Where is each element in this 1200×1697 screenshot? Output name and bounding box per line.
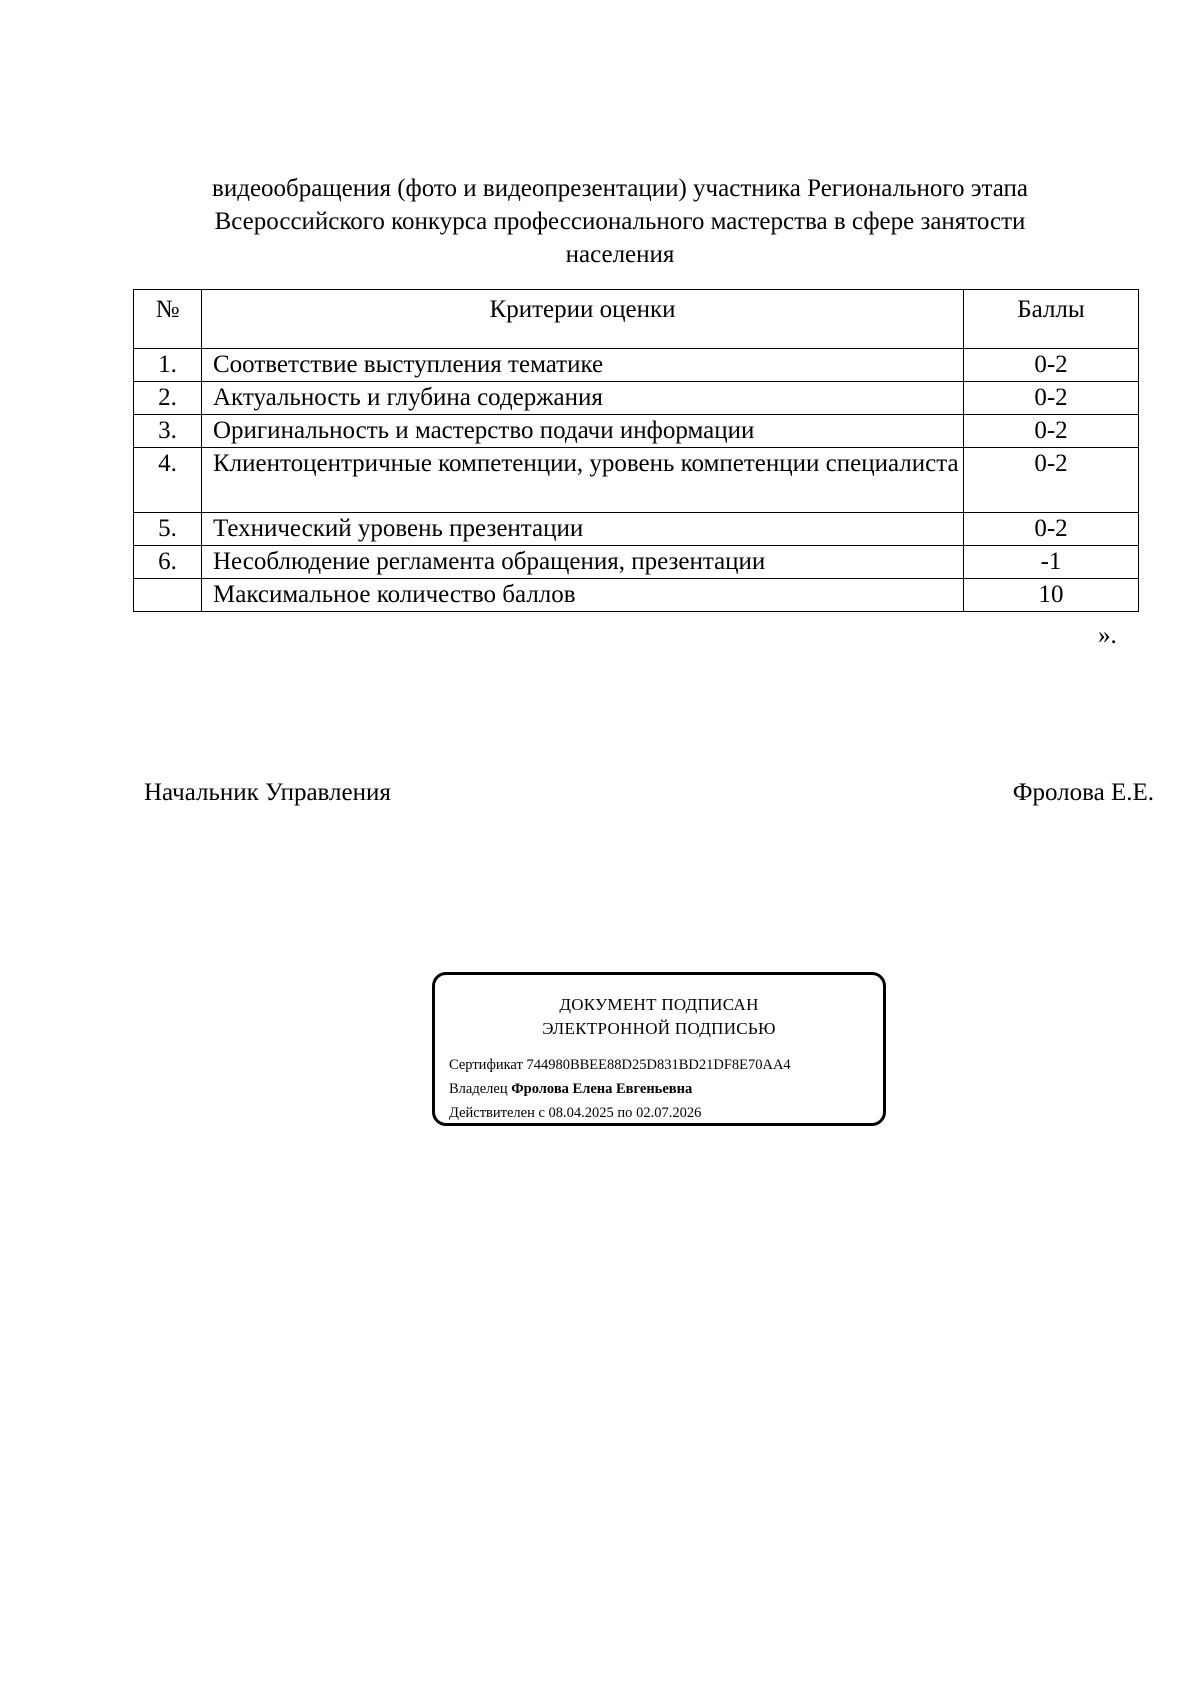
row-score: 0-2	[964, 513, 1139, 546]
row-criterion: Технический уровень презентации	[202, 513, 964, 546]
stamp-owner-line	[449, 1077, 791, 1101]
table-row	[134, 349, 1139, 382]
row-score: 0-2	[964, 448, 1139, 513]
owner-value: Фролова Елена Евгеньевна	[511, 1081, 693, 1097]
header-number: №	[134, 290, 202, 349]
row-number: 6.	[134, 546, 202, 579]
signer-name: Фролова Е.Е.	[1012, 779, 1154, 806]
stamp-title	[435, 993, 883, 1041]
header-criteria: Критерии оценки	[202, 290, 964, 349]
valid-from-label: Действителен с	[449, 1105, 545, 1121]
table-row	[134, 546, 1139, 579]
stamp-certificate-line	[449, 1053, 791, 1077]
valid-from-date: 08.04.2025	[548, 1105, 614, 1121]
stamp-details	[449, 1053, 791, 1125]
table-row	[134, 513, 1139, 546]
stamp-title-line-1: ДОКУМЕНТ ПОДПИСАН	[559, 995, 759, 1014]
certificate-value: 744980BBEE88D25D831BD21DF8E70AA4	[526, 1057, 791, 1073]
table-row	[134, 448, 1139, 513]
heading-line-2: Всероссийского конкурса профессионального мастерства в сфере занятости	[214, 208, 1026, 235]
document-heading	[130, 172, 1110, 271]
total-number	[134, 579, 202, 612]
total-score: 10	[964, 579, 1139, 612]
valid-to-date: 02.07.2026	[636, 1105, 702, 1121]
table-row	[134, 382, 1139, 415]
row-criterion: Актуальность и глубина содержания	[202, 382, 964, 415]
row-number: 3.	[134, 415, 202, 448]
row-number: 1.	[134, 349, 202, 382]
table-row	[134, 415, 1139, 448]
criteria-table	[133, 289, 1139, 612]
row-score: 0-2	[964, 415, 1139, 448]
table-header-row	[134, 290, 1139, 349]
row-score: -1	[964, 546, 1139, 579]
header-score: Баллы	[964, 290, 1139, 349]
heading-line-1: видеообращения (фото и видеопрезентации) участника Регионального этапа	[212, 175, 1028, 202]
electronic-signature-stamp	[432, 972, 886, 1126]
row-number: 2.	[134, 382, 202, 415]
row-score: 0-2	[964, 349, 1139, 382]
signer-position: Начальник Управления	[144, 779, 391, 806]
total-label: Максимальное количество баллов	[202, 579, 964, 612]
row-score: 0-2	[964, 382, 1139, 415]
table-total-row	[134, 579, 1139, 612]
heading-line-3: населения	[565, 241, 675, 268]
row-criterion: Соответствие выступления тематике	[202, 349, 964, 382]
valid-to-label: по	[617, 1105, 633, 1121]
row-criterion: Клиентоцентричные компетенции, уровень компетенции специалиста	[202, 448, 964, 513]
stamp-validity-line	[449, 1101, 791, 1125]
closing-quote: ».	[1098, 622, 1117, 649]
row-criterion: Несоблюдение регламента обращения, презентации	[202, 546, 964, 579]
row-criterion: Оригинальность и мастерство подачи информации	[202, 415, 964, 448]
stamp-title-line-2: ЭЛЕКТРОННОЙ ПОДПИСЬЮ	[542, 1019, 776, 1038]
owner-label: Владелец	[449, 1081, 508, 1097]
certificate-label: Сертификат	[449, 1057, 523, 1073]
row-number: 5.	[134, 513, 202, 546]
row-number: 4.	[134, 448, 202, 513]
